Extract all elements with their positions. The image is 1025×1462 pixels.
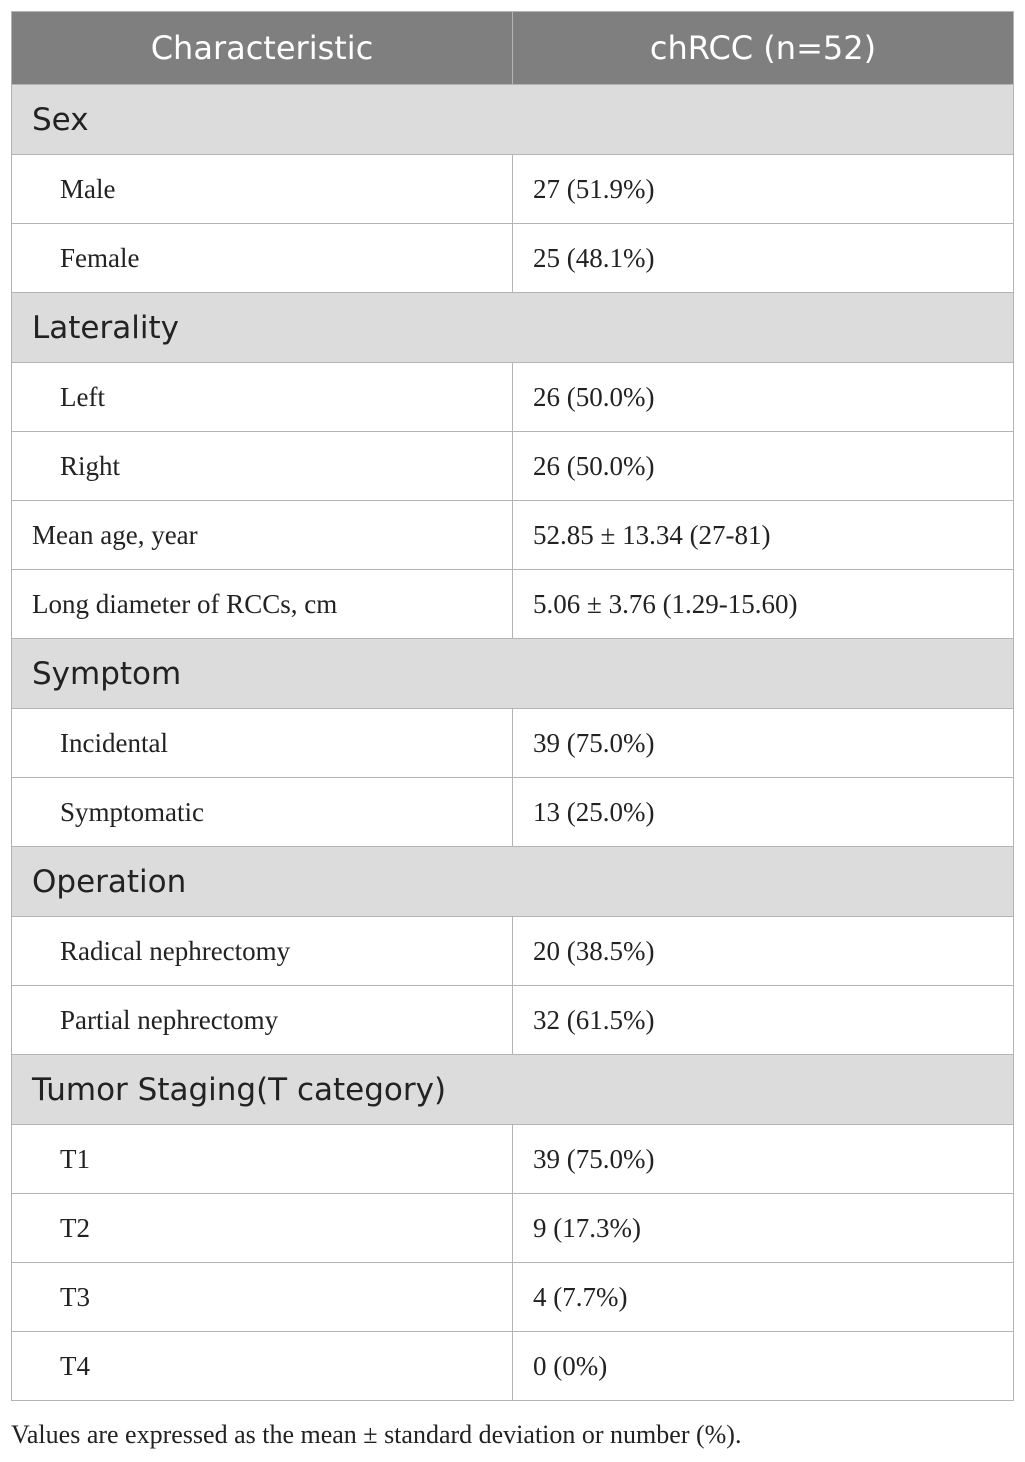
row-label-male: Male <box>12 155 513 224</box>
section-row-symptom <box>12 639 1014 709</box>
row-value-mean-age: 52.85 ± 13.34 (27-81) <box>513 501 1014 570</box>
row-label-left: Left <box>12 363 513 432</box>
section-row-operation <box>12 847 1014 917</box>
section-heading-laterality: Laterality <box>12 293 1014 363</box>
row-label-t2: T2 <box>12 1194 513 1263</box>
row-label-symptomatic: Symptomatic <box>12 778 513 847</box>
table-footnote: Values are expressed as the mean ± standard deviation or number (%). <box>11 1420 742 1449</box>
row-value-male: 27 (51.9%) <box>513 155 1014 224</box>
row-label-t4: T4 <box>12 1332 513 1401</box>
section-heading-sex: Sex <box>12 85 1014 155</box>
row-value-incidental: 39 (75.0%) <box>513 709 1014 778</box>
table-row <box>12 917 1014 986</box>
section-heading-operation: Operation <box>12 847 1014 917</box>
row-value-radical: 20 (38.5%) <box>513 917 1014 986</box>
header-chrcc: chRCC (n=52) <box>513 12 1014 85</box>
row-value-t2: 9 (17.3%) <box>513 1194 1014 1263</box>
table-header-row <box>12 12 1014 85</box>
section-heading-staging: Tumor Staging(T category) <box>12 1055 1014 1125</box>
table-row <box>12 363 1014 432</box>
section-row-staging <box>12 1055 1014 1125</box>
table-row <box>12 1125 1014 1194</box>
row-label-female: Female <box>12 224 513 293</box>
row-value-long-diameter: 5.06 ± 3.76 (1.29-15.60) <box>513 570 1014 639</box>
table-row <box>12 570 1014 639</box>
row-value-female: 25 (48.1%) <box>513 224 1014 293</box>
table-row <box>12 501 1014 570</box>
section-row-laterality <box>12 293 1014 363</box>
header-characteristic: Characteristic <box>12 12 513 85</box>
characteristics-table <box>11 11 1014 1401</box>
row-value-t3: 4 (7.7%) <box>513 1263 1014 1332</box>
section-heading-symptom: Symptom <box>12 639 1014 709</box>
row-label-right: Right <box>12 432 513 501</box>
row-label-t1: T1 <box>12 1125 513 1194</box>
table-row <box>12 1332 1014 1401</box>
table-row <box>12 432 1014 501</box>
row-value-t4: 0 (0%) <box>513 1332 1014 1401</box>
table-row <box>12 1194 1014 1263</box>
table-row <box>12 224 1014 293</box>
table-row <box>12 709 1014 778</box>
row-label-mean-age: Mean age, year <box>12 501 513 570</box>
section-row-sex <box>12 85 1014 155</box>
row-value-symptomatic: 13 (25.0%) <box>513 778 1014 847</box>
row-value-t1: 39 (75.0%) <box>513 1125 1014 1194</box>
row-value-right: 26 (50.0%) <box>513 432 1014 501</box>
row-label-t3: T3 <box>12 1263 513 1332</box>
row-label-long-diameter: Long diameter of RCCs, cm <box>12 570 513 639</box>
row-label-radical: Radical nephrectomy <box>12 917 513 986</box>
table-row <box>12 1263 1014 1332</box>
table-row <box>12 155 1014 224</box>
row-label-incidental: Incidental <box>12 709 513 778</box>
row-label-partial: Partial nephrectomy <box>12 986 513 1055</box>
row-value-partial: 32 (61.5%) <box>513 986 1014 1055</box>
table-row <box>12 986 1014 1055</box>
table-row <box>12 778 1014 847</box>
row-value-left: 26 (50.0%) <box>513 363 1014 432</box>
